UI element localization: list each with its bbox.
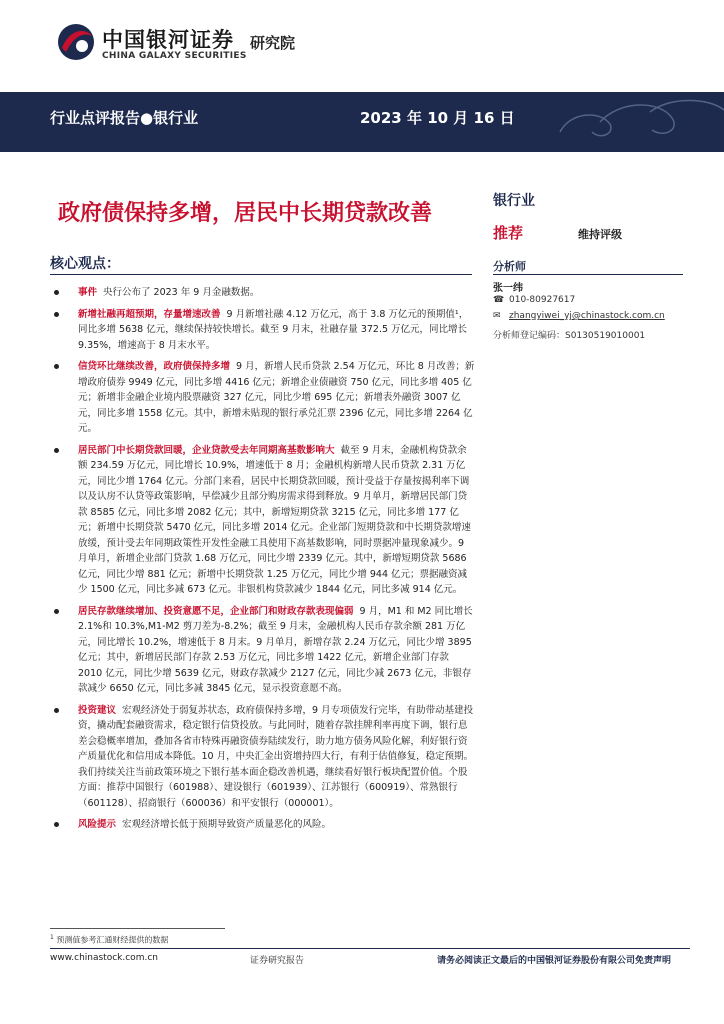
core-heading: 核心观点： [50,256,120,272]
bullet-text: 央行公布了 2023 年 9 月金融数据。 [103,287,260,298]
divider [50,948,690,949]
list-item [50,817,475,833]
divider [50,928,225,929]
bullet-text: 宏观经济处于弱复苏状态，政府债保持多增，9 月专项债发行完毕，有助带动基建投资，撬动配套融资需求，稳定银行信贷投放。与此同时，随着存款挂牌利率再度下调，银行息差会稳概率增加，叠加各省市特殊再融资债券陆续发行，助力地方债务风险化解，利好银行资产质量优化和信用成本降低。10 月，中央汇金出资增持四大行，有利于估值修复，稳定预期。我们持续关注当前政策环境之下银行基本面企稳改善机遇，继续看好银行板块配置价值。个股方面：推荐中国银行（601988）、建设银行（601939）、江苏银行（600919）、常熟银行（601128）、招商银行（600036）和平安银行（000001）。 [78,704,474,809]
logo-english: CHINA GALAXY SECURITIES [102,51,247,61]
list-item [50,285,475,301]
footer-website[interactable]: www.chinastock.com.cn [50,953,158,963]
bullet-dot-icon [54,364,59,369]
email-row [493,311,665,321]
bullet-dot-icon [54,708,59,713]
analyst-name: 张一纬 [493,283,523,294]
rating-note: 维持评级 [578,228,622,241]
bullet-label: 风险提示 [78,819,117,830]
footnote [50,934,168,946]
institute-label: 研究院 [250,34,296,52]
bullet-label: 居民存款继续增加、投资意愿不足，企业部门和财政存款表现偏弱 [78,605,354,617]
divider [493,274,683,275]
bullet-dot-icon [54,448,59,453]
divider [50,274,472,275]
core-bullets [50,285,475,839]
email-link[interactable]: zhangyiwei_yj@chinastock.com.cn [509,311,665,321]
bullet-label: 居民部门中长期贷款回暖，企业贷款受去年同期高基数影响大 [78,444,335,456]
phone-icon: ☎ [493,295,505,305]
license-number: 分析师登记编码：S0130519010001 [493,331,646,341]
bullet-text: 宏观经济增长低于预期导致资产质量恶化的风险。 [122,819,332,830]
bullet-label: 事件 [78,287,98,298]
bullet-dot-icon [54,822,59,827]
list-item [50,443,475,598]
footnote-text: 预测值参考汇通财经提供的数据 [56,935,169,945]
galaxy-logo-icon [56,22,96,62]
rating-label: 推荐 [493,224,524,242]
bullet-dot-icon [54,609,59,614]
bullet-dot-icon [54,290,59,295]
bullet-text: 9 月，新增人民币贷款 2.54 万亿元，环比 8 月改善；新增政府债券 9949 亿元，同比多增 4416 亿元；新增企业债融资 750 亿元，同比多增 405 亿元；新增非金融企业境内股票融资 327 亿元，同比少增 695 亿元；新增表外融资 3007 亿元，同比多增 1558 亿元。其中，新增未贴现的银行承兑汇票 2396 亿元，同比多增 2264 亿元。 [78,361,475,434]
industry-label: 银行业 [493,193,535,209]
bullet-text: 9 月，M1 和 M2 同比增长 2.1%和 10.3%,M1-M2 剪刀差为-8.2%；截至 9 月末，金融机构人民币存款余额 281 万亿元，同比增长 10.2%，增速低于 8 月末。9 月单月，新增存款 2.24 万亿元，同比少增 3895 亿元；其中，新增居民部门存款 2.53 万亿元，同比多增 1422 亿元，新增企业部门存款 2010 亿元，同比少增 5639 亿元，财政存款减少 2127 亿元，同比少减 2673 亿元，非银存款减少 6650 亿元，同比多减 3845 亿元，显示投资意愿不高。 [78,605,473,694]
bullet-label: 新增社融再超预期，存量增速改善 [78,308,221,320]
list-item [50,359,475,437]
footer-disclaimer: 请务必阅读正文最后的中国银河证券股份有限公司免责声明 [437,956,672,966]
report-date: 2023 年 10 月 16 日 [360,109,515,127]
bullet-text: 9 月新增社融 4.12 万亿元，高于 3.8 万亿元的预期值¹，同比多增 5638 亿元，继续保持较快增长。截至 9 月末，社融存量 372.5 万亿元，同比增长 9.35%，增速高于 8 月末水平。 [78,308,469,351]
phone-number: 010-80927617 [509,295,576,305]
footnote-mark: 1 [50,934,54,941]
analyst-heading: 分析师 [493,260,526,273]
bullet-dot-icon [54,312,59,317]
logo-chinese: 中国银河证券 [102,28,234,52]
bullet-label: 信贷环比继续改善，政府债保持多增 [78,361,231,372]
list-item [50,604,475,697]
bullet-label: 投资建议 [78,704,117,716]
list-item [50,703,475,812]
phone-row [493,295,575,305]
bullet-text: 截至 9 月末，金融机构贷款余额 234.59 万亿元，同比增长 10.9%，增速低于 8 月；金融机构新增人民币贷款 2.31 万亿元，同比少增 1764 亿元。分部门来看，居民中长期贷款回暖，预计受益于存量按揭利率下调以及认房不认贷等政策影响，早偿减少且部分购房需求得到释放。9 月单月，新增居民部门贷款 8585 亿元，同比多增 2082 亿元；其中，新增短期贷款 3215 亿元，同比多增 177 亿元；新增中长期贷款 5470 亿元，同比多增 2014 亿元。企业部门短期贷款和中长期贷款增速放缓，预计受去年同期政策性开发性金融工具使用下高基数影响，同时票据冲量现象减少。9 月单月，新增企业部门贷款 1.68 万亿元，同比少增 2339 亿元。其中，新增短期贷款 5686 亿元，同比少增 881 亿元；新增中长期贷款 1.25 万亿元，同比少增 944 亿元；票据融资减少 1500 亿元，同比多减 673 亿元。非银机构贷款减少 1844 亿元，同比多减 914 亿元。 [78,444,471,595]
page-title: 政府债保持多增，居民中长期贷款改善 [58,201,433,226]
report-type: 行业点评报告●银行业 [50,109,199,127]
mail-icon: ✉ [493,311,501,321]
list-item [50,307,475,354]
footer-center: 证券研究报告 [250,956,305,966]
